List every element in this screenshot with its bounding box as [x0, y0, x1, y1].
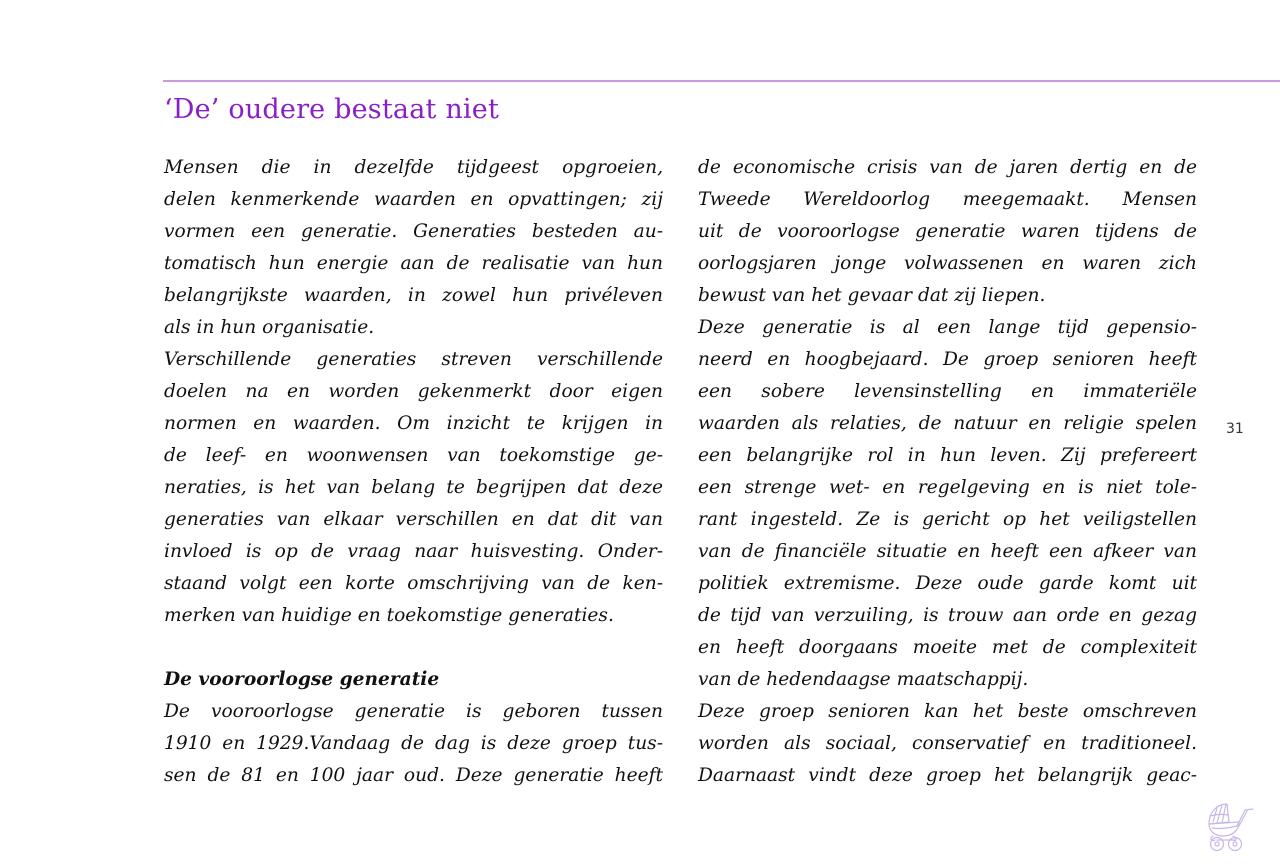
paragraph-line: de leef- en woonwensen van toekomstige ge- [164, 445, 663, 466]
paragraph-line: Deze generatie is al een lange tijd gepensio- [698, 317, 1197, 338]
paragraph-line: uit de vooroorlogse generatie waren tijdens de [698, 221, 1197, 242]
paragraph-line: als in hun organisatie. [164, 317, 375, 338]
paragraph-line: normen en waarden. Om inzicht te krijgen in [164, 413, 663, 434]
section-heading: De vooroorlogse generatie [164, 669, 440, 690]
paragraph-line: de tijd van verzuiling, is trouw aan orde en gezag [698, 605, 1197, 626]
header-rule [163, 80, 1280, 82]
baby-pram-icon [1203, 800, 1261, 852]
paragraph-line: Tweede Wereldoorlog meegemaakt. Mensen [698, 189, 1197, 210]
paragraph-line: staand volgt een korte omschrijving van de ken- [164, 573, 663, 594]
page-title: ‘De’ oudere bestaat niet [164, 94, 499, 125]
paragraph-line: doelen na en worden gekenmerkt door eigen [164, 381, 663, 402]
paragraph-line: waarden als relaties, de natuur en religie spelen [698, 413, 1197, 434]
paragraph-line: oorlogsjaren jonge volwassenen en waren zich [698, 253, 1197, 274]
paragraph-line: van de hedendaagse maatschappij. [698, 669, 1029, 690]
paragraph-line: De vooroorlogse generatie is geboren tussen [164, 701, 663, 722]
paragraph-line: invloed is op de vraag naar huisvesting. Onder- [164, 541, 663, 562]
paragraph-line: tomatisch hun energie aan de realisatie van hun [164, 253, 663, 274]
paragraph-line: Mensen die in dezelfde tijdgeest opgroeien, [164, 157, 663, 178]
paragraph-line: Deze groep senioren kan het beste omschreven [698, 701, 1197, 722]
paragraph-line: een strenge wet- en regelgeving en is niet tole- [698, 477, 1197, 498]
paragraph-line: sen de 81 en 100 jaar oud. Deze generatie heeft [164, 765, 663, 786]
paragraph-line: delen kenmerkende waarden en opvattingen; zij [164, 189, 663, 210]
paragraph-line: een belangrijke rol in hun leven. Zij prefereert [698, 445, 1197, 466]
blank-line [164, 632, 663, 664]
paragraph-line: rant ingesteld. Ze is gericht op het veiligstellen [698, 509, 1197, 530]
paragraph-line: generaties van elkaar verschillen en dat dit van [164, 509, 663, 530]
paragraph-line: vormen een generatie. Generaties besteden au- [164, 221, 663, 242]
paragraph-line: en heeft doorgaans moeite met de complexiteit [698, 637, 1197, 658]
right-column [698, 152, 1197, 792]
paragraph-line: de economische crisis van de jaren dertig en de [698, 157, 1197, 178]
page-number: 31 [1226, 421, 1244, 437]
paragraph-line: worden als sociaal, conservatief en traditioneel. [698, 733, 1197, 754]
paragraph-line: een sobere levensinstelling en immateriële [698, 381, 1197, 402]
paragraph-line: bewust van het gevaar dat zij liepen. [698, 285, 1046, 306]
paragraph-line: 1910 en 1929.Vandaag de dag is deze groep tus- [164, 733, 663, 754]
paragraph-line: belangrijkste waarden, in zowel hun privéleven [164, 285, 663, 306]
paragraph-line: Verschillende generaties streven verschillende [164, 349, 663, 370]
paragraph-line: politiek extremisme. Deze oude garde komt uit [698, 573, 1197, 594]
paragraph-line: merken van huidige en toekomstige generaties. [164, 605, 614, 626]
paragraph-line: Daarnaast vindt deze groep het belangrijk geac- [698, 765, 1197, 786]
left-column [164, 152, 663, 792]
paragraph-line: neraties, is het van belang te begrijpen dat deze [164, 477, 663, 498]
paragraph-line: van de financiële situatie en heeft een afkeer van [698, 541, 1197, 562]
paragraph-line: neerd en hoogbejaard. De groep senioren heeft [698, 349, 1197, 370]
